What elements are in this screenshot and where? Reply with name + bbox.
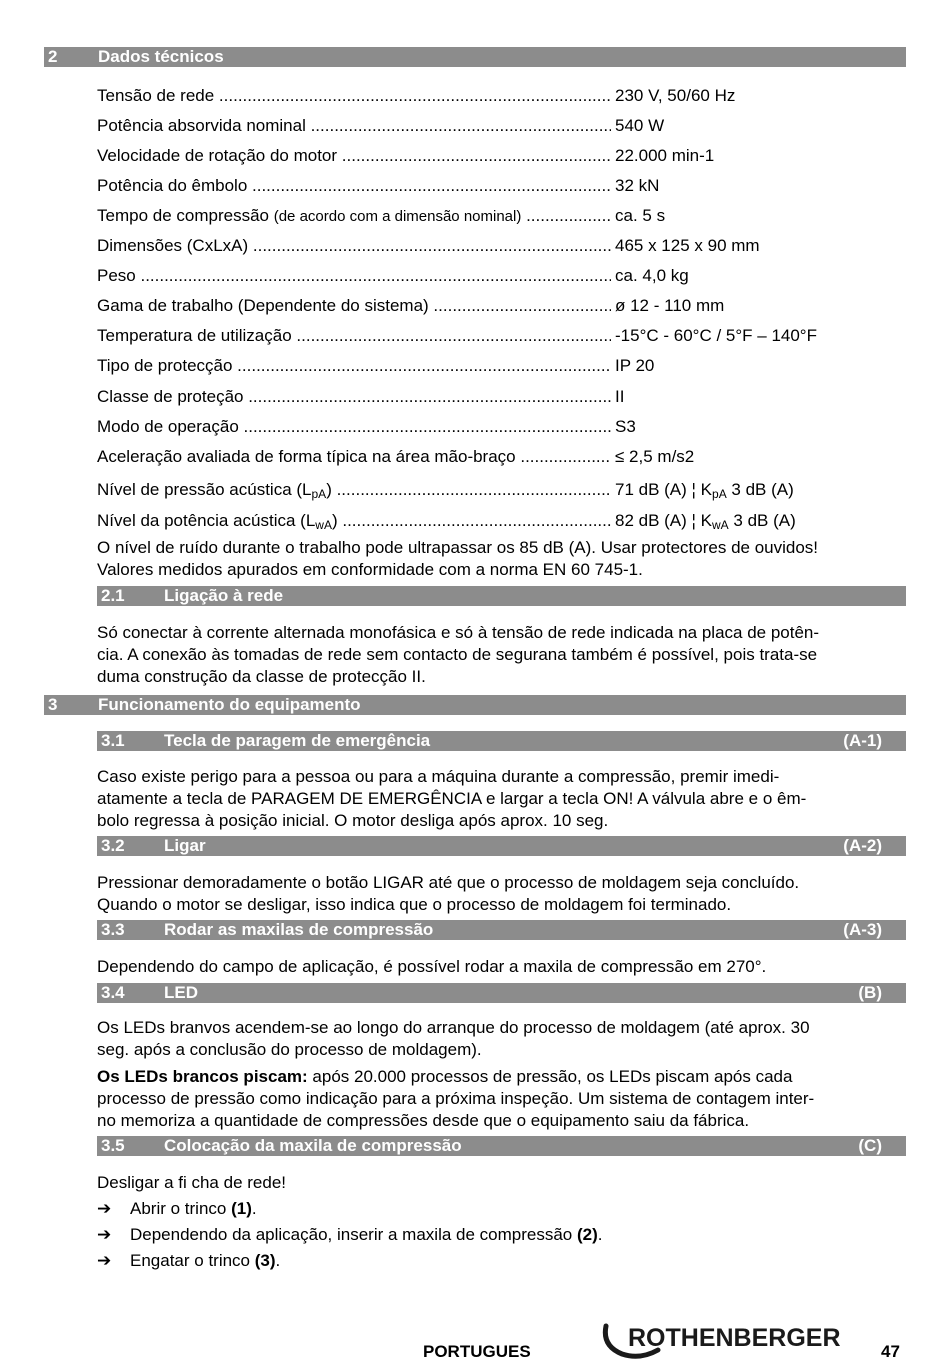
page-number: 47 — [881, 1342, 900, 1361]
spec-label: Temperatura de utilização ..... — [97, 325, 611, 347]
text-line: processo de pressão como indicação para a próxima inspeção. Um sistema de contagem inter- — [97, 1089, 815, 1108]
section-title: Dados técnicos — [98, 47, 224, 66]
text-line — [97, 1066, 909, 1088]
step-ref: (1) — [231, 1199, 252, 1218]
section-number: 3.1 — [101, 731, 125, 750]
subscript: pA — [712, 487, 727, 501]
section-header-3-4 — [97, 983, 906, 1003]
section-title: LED — [164, 983, 198, 1002]
step-ref: (3) — [254, 1251, 276, 1270]
spec-row-sound-power — [97, 510, 912, 532]
spec-label: Potência absorvida nominal ..... — [97, 115, 611, 137]
spec-row — [97, 416, 912, 438]
spec-row — [97, 115, 912, 137]
spec-value: 230 V, 50/60 Hz — [615, 86, 736, 105]
spec-row — [97, 175, 912, 197]
text-line: Valores medidos apurados em conformidade com a norma EN 60 745-1. — [97, 560, 643, 579]
text-line: cia. A conexão às tomadas de rede sem contacto de segurana também é possível, pois trata-se — [97, 645, 818, 664]
step-text: Dependendo da aplicação, inserir a maxila de compressão — [130, 1225, 577, 1244]
step-item — [97, 1249, 280, 1273]
spec-label: Classe de proteção ..... — [97, 386, 611, 408]
step-item — [97, 1223, 603, 1247]
spec-label-note: (de acordo com a dimensão nominal) — [273, 208, 522, 225]
text-line: Caso existe perigo para a pessoa ou para a máquina durante a compressão, premir imedi- — [97, 767, 780, 786]
step-end: . — [597, 1225, 603, 1244]
section-header-3-3 — [97, 920, 906, 940]
led-blink-heading: Os LEDs brancos piscam: — [97, 1067, 308, 1086]
text-line: Pressionar demoradamente o botão LIGAR até que o processo de moldagem seja concluído. — [97, 873, 800, 892]
rothenberger-logo — [600, 1320, 852, 1360]
right-arrow-icon: ➔ — [97, 1199, 112, 1219]
step-ref: (2) — [576, 1225, 598, 1244]
step-text: Abrir o trinco — [130, 1199, 232, 1218]
figure-reference: (A-1) — [843, 731, 882, 750]
spec-label: Tipo de protecção ..... — [97, 355, 611, 377]
spec-row — [97, 205, 912, 227]
led-text-blink — [97, 1066, 909, 1132]
text-line: Quando o motor se desligar, isso indica que o processo de moldagem foi terminado. — [97, 895, 732, 914]
text-line: no memoriza a quantidade de compressões desde que o equipamento saiu da fábrica. — [97, 1111, 750, 1130]
section-number: 3.2 — [101, 836, 125, 855]
spec-label: Gama de trabalho (Dependente do sistema) ..... — [97, 295, 611, 317]
section-number: 2 — [48, 47, 58, 66]
spec-row — [97, 85, 912, 107]
insert-intro — [97, 1172, 909, 1194]
step-end: . — [275, 1251, 281, 1270]
spec-row-sound-pressure — [97, 479, 912, 501]
right-arrow-icon: ➔ — [97, 1251, 112, 1271]
spec-value: ca. 5 s — [615, 206, 666, 225]
spec-row — [97, 295, 912, 317]
spec-value: 32 kN — [615, 176, 660, 195]
text-line: seg. após a conclusão do processo de moldagem). — [97, 1040, 482, 1059]
figure-reference: (C) — [858, 1136, 882, 1155]
spec-value-k: 3 dB (A) — [726, 480, 794, 499]
section-number: 3.3 — [101, 920, 125, 939]
section-number: 2.1 — [101, 586, 125, 605]
spec-value: 82 dB (A) ¦ K — [615, 511, 713, 530]
spec-label-close: ) — [331, 511, 338, 530]
section-header-3-1 — [97, 731, 906, 751]
spec-value: -15°C - 60°C / 5°F – 140°F — [615, 326, 817, 345]
spec-row — [97, 446, 912, 468]
text-line: Os LEDs branvos acendem-se ao longo do arranque do processo de moldagem (até aprox. 30 — [97, 1018, 810, 1037]
spec-label-wrap — [97, 510, 611, 536]
section-header-2-1 — [97, 586, 906, 606]
subscript: wA — [315, 518, 332, 532]
spec-label: Potência do êmbolo ..... — [97, 175, 611, 197]
switch-on-text — [97, 872, 909, 916]
spec-label: Nível da potência acústica (L — [97, 511, 316, 530]
emergency-text — [97, 766, 909, 832]
right-arrow-icon: ➔ — [97, 1225, 112, 1245]
spec-label-close: ) — [326, 480, 332, 499]
text-line: atamente a tecla de PARAGEM DE EMERGÊNCIA e largar a tecla ON! A válvula abre e o êm- — [97, 789, 807, 808]
text-line: Desligar a fi cha de rede! — [97, 1173, 286, 1192]
text-line: Só conectar à corrente alternada monofásica e só à tensão de rede indicada na placa de potên- — [97, 623, 820, 642]
figure-reference: (B) — [858, 983, 882, 1002]
spec-label: Aceleração avaliada de forma típica na área mão-braço ..... — [97, 446, 611, 468]
section-header-3 — [44, 695, 906, 715]
spec-label-wrap — [97, 479, 611, 505]
text-line: bolo regressa à posição inicial. O motor desliga após aprox. 10 seg. — [97, 811, 609, 830]
spec-value: II — [615, 387, 625, 406]
section-number: 3.4 — [101, 983, 125, 1002]
spec-value: ca. 4,0 kg — [615, 266, 689, 285]
spec-row — [97, 265, 912, 287]
spec-row — [97, 355, 912, 377]
step-end: . — [251, 1199, 257, 1218]
section-title: Ligar — [164, 836, 206, 855]
spec-label: Peso ..... — [97, 265, 611, 287]
section-number: 3 — [48, 695, 58, 714]
subscript: wA — [712, 518, 729, 532]
spec-row — [97, 235, 912, 257]
spec-row — [97, 386, 912, 408]
text-line: Dependendo do campo de aplicação, é possível rodar a maxila de compressão em 270°. — [97, 957, 767, 976]
spec-row — [97, 145, 912, 167]
step-text: Engatar o trinco — [130, 1251, 255, 1270]
spec-value-wrap — [615, 510, 796, 536]
spec-value: ≤ 2,5 m/s2 — [615, 447, 695, 466]
spec-label: Nível de pressão acústica (L — [97, 480, 312, 499]
spec-value: IP 20 — [615, 356, 655, 375]
figure-reference: (A-3) — [843, 920, 882, 939]
section-title: Ligação à rede — [164, 586, 284, 605]
rotate-text — [97, 956, 909, 978]
spec-label: Modo de operação ..... — [97, 416, 611, 438]
spec-value: S3 — [615, 417, 636, 436]
spec-label: Tempo de compressão — [97, 206, 269, 225]
spec-value: 22.000 min-1 — [615, 146, 715, 165]
text-line: O nível de ruído durante o trabalho pode ultrapassar os 85 dB (A). Usar protectores de ouvidos! — [97, 538, 819, 557]
text-line: duma construção da classe de protecção II. — [97, 667, 426, 686]
section-number: 3.5 — [101, 1136, 125, 1155]
spec-row — [97, 325, 912, 347]
led-blink-text: após 20.000 processos de pressão, os LEDs piscam após cada — [307, 1067, 793, 1086]
spec-label-wrap — [97, 205, 611, 228]
led-text — [97, 1017, 909, 1061]
spec-value: 465 x 125 x 90 mm — [615, 236, 760, 255]
spec-label: Velocidade de rotação do motor ..... — [97, 145, 611, 167]
spec-value-wrap — [615, 479, 794, 505]
spec-value: 540 W — [615, 116, 665, 135]
logo-text: ROTHENBERGER — [628, 1324, 841, 1352]
spec-value-k: 3 dB (A) — [728, 511, 796, 530]
step-item — [97, 1197, 257, 1221]
section-header-3-2 — [97, 836, 906, 856]
section-header-2 — [44, 47, 906, 67]
footer-language: PORTUGUES — [423, 1342, 531, 1361]
spec-label: Dimensões (CxLxA) ..... — [97, 235, 611, 257]
subscript: pA — [311, 487, 327, 501]
spec-value: ø 12 - 110 mm — [615, 296, 725, 315]
spec-value: 71 dB (A) ¦ K — [615, 480, 713, 499]
spec-label: Tensão de rede ..... — [97, 85, 611, 107]
section-title: Tecla de paragem de emergência — [164, 731, 431, 750]
figure-reference: (A-2) — [843, 836, 882, 855]
section-title: Colocação da maxila de compressão — [164, 1136, 462, 1155]
connection-text — [97, 622, 909, 688]
section-header-3-5 — [97, 1136, 906, 1156]
section-title: Rodar as maxilas de compressão — [164, 920, 434, 939]
section-title: Funcionamento do equipamento — [98, 695, 361, 714]
noise-note — [97, 537, 909, 581]
